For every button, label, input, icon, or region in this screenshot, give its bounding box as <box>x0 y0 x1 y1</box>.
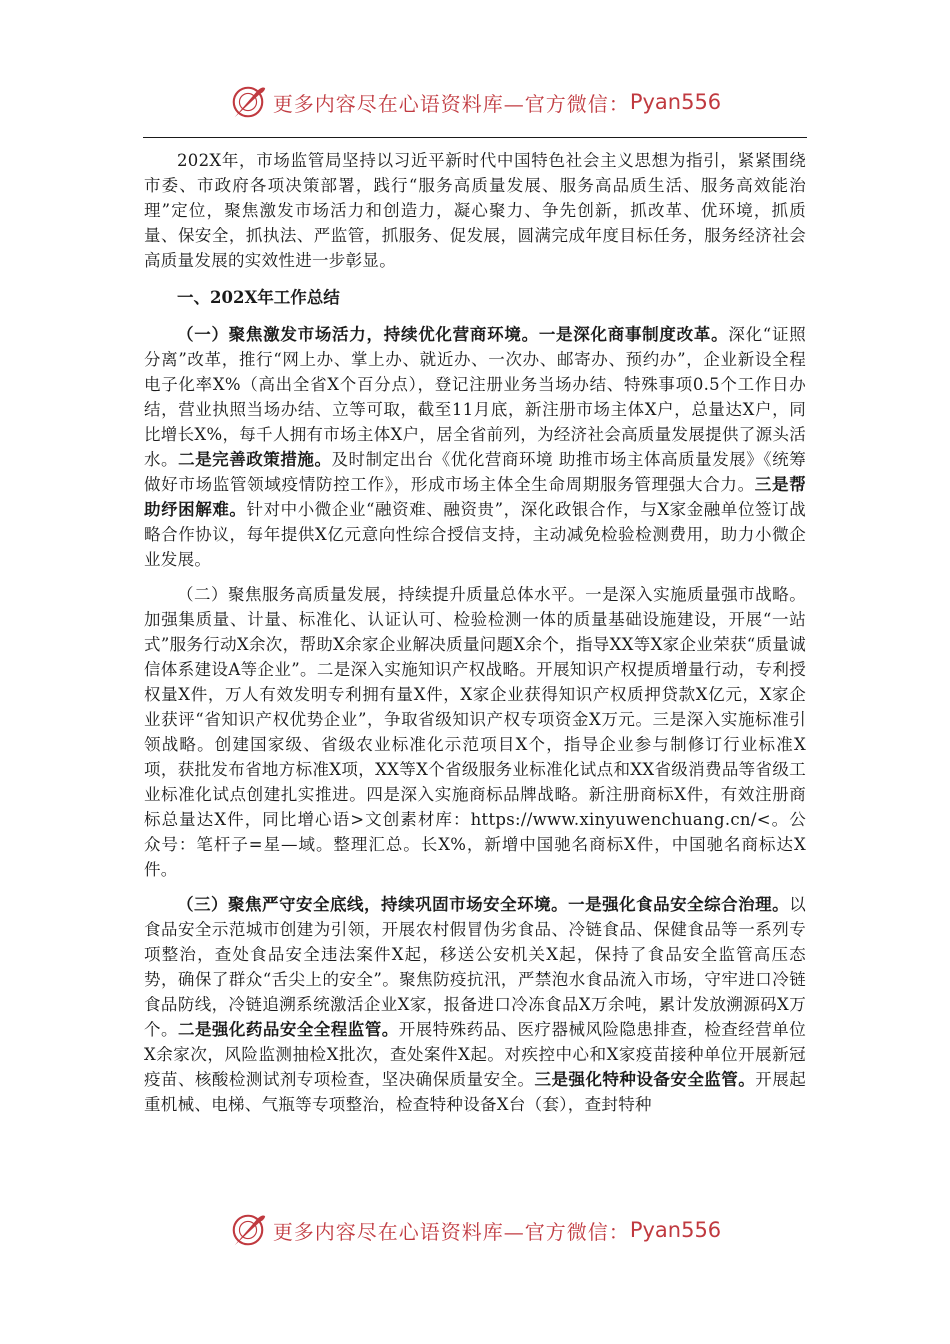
quill-logo-icon <box>229 1211 267 1249</box>
section-3-text-2: 开展特殊药品、医疗器械风险隐患排查，检查经营单位X余家次，风险监测抽检X批次，查处案件X起。对疾控中心和X家疫苗接种单位开展新冠疫苗、核酸检测试剂专项检查，坚决确保质量安全。 <box>144 1020 807 1089</box>
intro-paragraph: 202X年，市场监管局坚持以习近平新时代中国特色社会主义思想为指引，紧紧围绕市委、市政府各项决策部署，践行“服务高质量发展、服务高品质生活、服务高效能治理”定位，聚焦激发市场活力和创造力，凝心聚力、争先创新，抓改革、优环境，抓质量、保安全，抓执法、严监管，抓服务、促发展，圆满完成年度目标任务，服务经济社会高质量发展的实效性进一步彰显。 <box>144 151 806 270</box>
section-1-text-3: 针对中小微企业“融资难、融资贵”，深化政银合作，与X家金融单位签订战略合作协议，每年提供X亿元意向性综合授信支持，主动减免检验检测费用，助力小微企业发展。 <box>144 500 806 569</box>
banner-text: 更多内容尽在心语资料库—官方微信： <box>272 1219 630 1244</box>
section-3-paragraph <box>144 892 806 1117</box>
document-body <box>144 148 806 1117</box>
section-1-paragraph <box>144 322 806 572</box>
section-1-point-2: 二是完善政策措施。 <box>178 450 332 469</box>
section-3-text-3: 开展起重机械、电梯、气瓶等专项整治，检查特种设备X台（套），查封特种 <box>144 1070 807 1114</box>
section-1-text-1: 深化“证照分离”改革，推行“网上办、掌上办、就近办、一次办、邮寄办、预约办”，企业新设全程电子化率X%（高出全省X个百分点），登记注册业务当场办结、特殊事项0.5个工作日办结，营业执照当场办结、立等可取，截至11月底，新注册市场主体X户，总量达X户，同比增长X%，每千人拥有市场主体X户，居全省前列，为经济社会高质量发展提供了源头活水。 <box>144 325 806 469</box>
section-1-point-1: 一是深化商事制度改革。 <box>538 325 729 344</box>
header-banner <box>0 80 950 124</box>
section-3-point-3: 三是强化特种设备安全监管。 <box>534 1070 756 1089</box>
wechat-id: Pyan556 <box>629 1218 722 1242</box>
header-rule <box>143 137 807 138</box>
section-3-text-1: 以食品安全示范城市创建为引领，开展农村假冒伪劣食品、冷链食品、保健食品等一系列专项整治，查处食品安全违法案件X起，移送公安机关X起，保持了食品安全监管高压态势，确保了群众“舌尖上的安全”。聚焦防疫抗汛，严禁泡水食品流入市场，守牢进口冷链食品防线，冷链追溯系统激活企业X家，报备进口冷冻食品X万余吨，累计发放溯源码X万个。 <box>144 895 807 1039</box>
section-1-title: （一）聚焦激发市场活力，持续优化营商环境。 <box>177 325 539 344</box>
section-2-paragraph: （二）聚焦服务高质量发展，持续提升质量总体水平。一是深入实施质量强市战略。加强集质量、计量、标准化、认证认可、检验检测一体的质量基础设施建设，开展“一站式”服务行动X余次，帮助X余家企业解决质量问题X余个，指导XX等X家企业荣获“质量诚信体系建设A等企业”。二是深入实施知识产权战略。开展知识产权提质增量行动，专利授权量X件，万人有效发明专利拥有量X件，X家企业获得知识产权质押贷款X亿元，X家企业获评“省知识产权优势企业”，争取省级知识产权专项资金X万元。三是深入实施标准引领战略。创建国家级、省级农业标准化示范项目X个，指导企业参与制修订行业标准X项，获批发布省地方标准X项，XX等X个省级服务业标准化试点和XX省级消费品等省级工业标准化试点创建扎实推进。四是深入实施商标品牌战略。新注册商标X件，有效注册商标总量达X件，同比增心语>文创素材库：https://www.xinyuwenchuang.cn/<。公众号：笔杆子=星—域。整理汇总。长X%，新增中国驰名商标X件，中国驰名商标达X件。 <box>144 585 806 879</box>
section-1-text-2: 及时制定出台《优化营商环境 助推市场主体高质量发展》《统筹做好市场监管领域疫情防控工作》，形成市场主体全生命周期服务管理强大合力。 <box>144 450 806 494</box>
section-3-point-2: 二是强化药品安全全程监管。 <box>177 1020 399 1039</box>
section-heading: 一、202X年工作总结 <box>177 288 340 307</box>
banner-text: 更多内容尽在心语资料库—官方微信： <box>272 91 630 116</box>
quill-logo-icon <box>229 83 267 121</box>
section-1-point-3: 三是帮助纾困解难。 <box>144 475 806 519</box>
footer-banner <box>0 1208 950 1252</box>
section-3-point-1: 一是强化食品安全综合治理。 <box>568 895 790 914</box>
section-3-title: （三）聚焦严守安全底线，持续巩固市场安全环境。 <box>177 895 569 914</box>
wechat-id: Pyan556 <box>629 90 722 114</box>
